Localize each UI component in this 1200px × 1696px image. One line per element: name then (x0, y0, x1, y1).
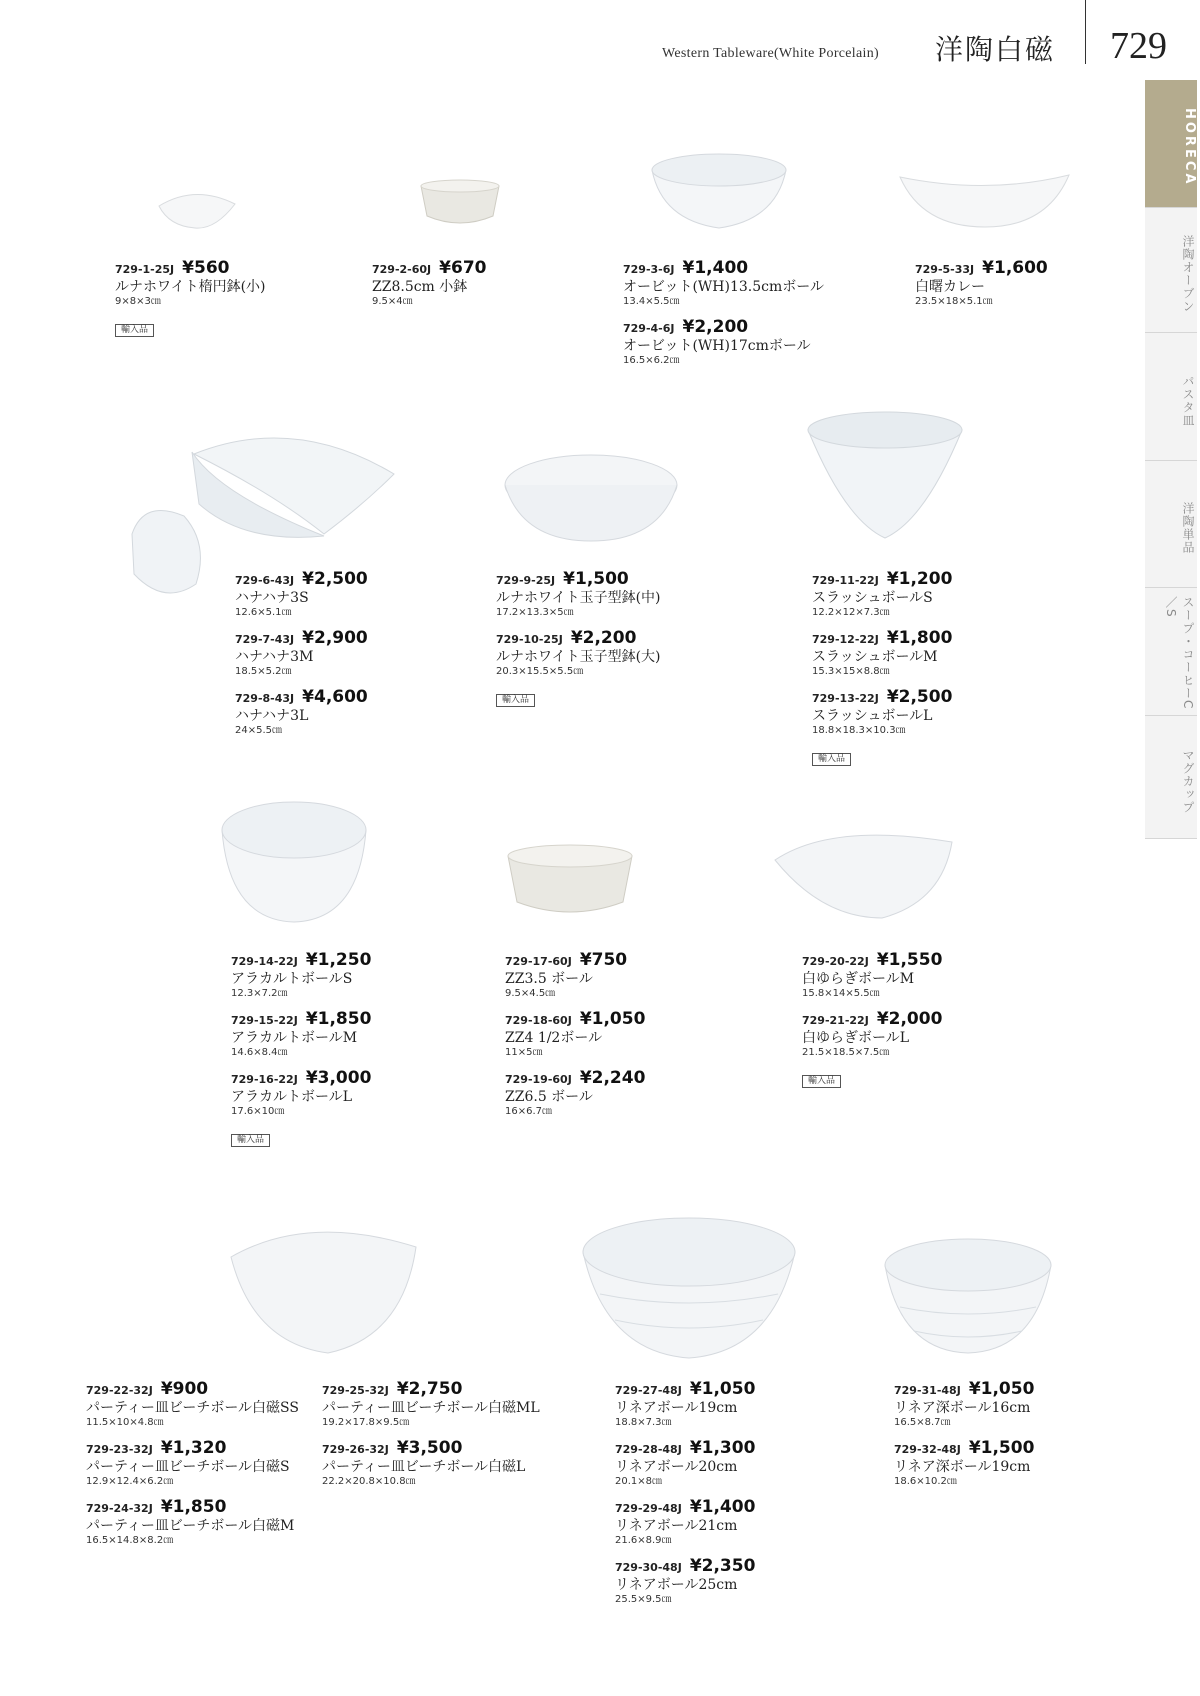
product-code-price (505, 952, 645, 969)
product-image-beach-bowl (228, 1217, 420, 1357)
product-code-price (615, 1381, 755, 1398)
product-image-linea-bowl (580, 1212, 798, 1362)
product-code: 729-14-22J (231, 955, 298, 968)
product-price: ¥3,000 (305, 1068, 372, 1088)
product-name: 白ゆらぎボールM (802, 971, 915, 987)
product-group-10 (802, 952, 942, 1088)
product-price: ¥2,350 (689, 1556, 756, 1576)
side-tab-bar (1145, 80, 1200, 839)
product-name: ルナホワイト玉子型鉢(大) (496, 649, 661, 665)
product-dimensions: 16×6.7㎝ (505, 1106, 553, 1117)
product-dimensions: 16.5×8.7㎝ (894, 1417, 951, 1428)
product-code-price (615, 1440, 755, 1457)
imported-badge: 輸入品 (115, 324, 154, 337)
product-code: 729-18-60J (505, 1014, 572, 1027)
product-group-4 (915, 260, 1048, 319)
product-code: 729-23-32J (86, 1443, 153, 1456)
product-group-8 (231, 952, 371, 1147)
product-code-price (894, 1381, 1034, 1398)
product-group-13 (615, 1381, 755, 1617)
product-code: 729-20-22J (802, 955, 869, 968)
product-name: パーティー皿ビーチボール白磁M (86, 1518, 295, 1534)
product-dimensions: 20.3×15.5×5.5㎝ (496, 666, 584, 677)
product-dimensions: 19.2×17.8×9.5㎝ (322, 1417, 410, 1428)
product-code-price (231, 1070, 371, 1087)
product-code: 729-12-22J (812, 633, 879, 646)
product-price: ¥2,200 (570, 628, 637, 648)
product-price: ¥2,240 (579, 1068, 646, 1088)
product-code-price (86, 1381, 299, 1398)
product-name: スラッシュボールL (812, 708, 933, 724)
product-group-1 (115, 260, 266, 337)
product-price: ¥1,600 (982, 258, 1048, 278)
product-price: ¥750 (579, 950, 628, 970)
product-code-price (235, 689, 368, 706)
product-price: ¥900 (160, 1379, 209, 1399)
product-code: 729-25-32J (322, 1384, 389, 1397)
product-price: ¥2,000 (876, 1009, 943, 1029)
product-code-price (623, 319, 824, 336)
product-name: パーティー皿ビーチボール白磁ML (322, 1400, 540, 1416)
product-image-oval-bowl-small (155, 190, 240, 230)
product-code-price (812, 571, 952, 588)
product-code-price (615, 1558, 755, 1575)
tab-soup-coffee[interactable]: スープ・コーヒーC／S (1145, 588, 1197, 716)
product-price: ¥1,050 (579, 1009, 646, 1029)
product-name: オービット(WH)17cmボール (623, 338, 811, 354)
product-name: リネアボール19cm (615, 1400, 738, 1416)
product-dimensions: 9.5×4.5㎝ (505, 988, 556, 999)
product-dimensions: 18.8×7.3㎝ (615, 1417, 672, 1428)
product-code-price (802, 952, 942, 969)
product-code-price (802, 1011, 942, 1028)
product-group-9 (505, 952, 645, 1129)
product-code: 729-19-60J (505, 1073, 572, 1086)
product-image-alacarte-bowl (219, 800, 369, 925)
product-group-7 (812, 571, 952, 766)
section-title-en: Western Tableware(White Porcelain) (662, 46, 879, 61)
product-code-price (496, 571, 661, 588)
product-group-5 (235, 571, 368, 748)
product-name: 白ゆらぎボールL (802, 1030, 910, 1046)
product-code-price (372, 260, 486, 277)
product-price: ¥1,250 (305, 950, 372, 970)
product-price: ¥2,200 (682, 317, 749, 337)
product-dimensions: 21.6×8.9㎝ (615, 1535, 672, 1546)
product-dimensions: 18.6×10.2㎝ (894, 1476, 957, 1487)
product-dimensions: 18.5×5.2㎝ (235, 666, 292, 677)
product-name: ZZ6.5 ボール (505, 1089, 593, 1105)
product-price: ¥1,300 (689, 1438, 756, 1458)
product-name: アラカルトボールM (231, 1030, 358, 1046)
tab-horeca[interactable]: HORECA (1145, 80, 1197, 208)
product-image-yuragi-bowl (772, 822, 957, 922)
tab-single-items[interactable]: 洋陶単品 (1145, 461, 1197, 588)
product-name: パーティー皿ビーチボール白磁L (322, 1459, 526, 1475)
product-code-price (231, 952, 371, 969)
product-dimensions: 12.2×12×7.3㎝ (812, 607, 890, 618)
product-code-price (235, 630, 368, 647)
product-dimensions: 12.3×7.2㎝ (231, 988, 288, 999)
product-name: パーティー皿ビーチボール白磁SS (86, 1400, 299, 1416)
product-name: ルナホワイト楕円鉢(小) (115, 279, 266, 295)
product-dimensions: 9.5×4㎝ (372, 296, 413, 307)
product-price: ¥1,400 (682, 258, 749, 278)
product-code: 729-28-48J (615, 1443, 682, 1456)
product-price: ¥4,600 (302, 687, 368, 707)
product-name: オービット(WH)13.5cmボール (623, 279, 824, 295)
product-code: 729-5-33J (915, 263, 975, 276)
product-dimensions: 21.5×18.5×7.5㎝ (802, 1047, 890, 1058)
product-name: ルナホワイト玉子型鉢(中) (496, 590, 661, 606)
product-dimensions: 15.3×15×8.8㎝ (812, 666, 890, 677)
imported-badge: 輸入品 (231, 1134, 270, 1147)
imported-badge: 輸入品 (496, 694, 535, 707)
header-divider (1085, 0, 1086, 64)
product-code: 729-9-25J (496, 574, 556, 587)
product-name: アラカルトボールS (231, 971, 353, 987)
page-number: 729 (1110, 25, 1167, 67)
product-name: ハナハナ3S (235, 590, 309, 606)
product-code-price (231, 1011, 371, 1028)
product-code: 729-26-32J (322, 1443, 389, 1456)
product-name: ハナハナ3L (235, 708, 309, 724)
product-price: ¥1,850 (160, 1497, 227, 1517)
product-code: 729-1-25J (115, 263, 175, 276)
product-dimensions: 16.5×14.8×8.2㎝ (86, 1535, 174, 1546)
product-code-price (505, 1070, 645, 1087)
product-code: 729-31-48J (894, 1384, 961, 1397)
product-price: ¥1,500 (563, 569, 629, 589)
product-code: 729-6-43J (235, 574, 295, 587)
product-image-orbit-bowl (648, 150, 790, 230)
product-price: ¥2,900 (302, 628, 368, 648)
product-code-price (115, 260, 266, 277)
product-code: 729-15-22J (231, 1014, 298, 1027)
product-group-2 (372, 260, 486, 319)
product-dimensions: 9×8×3㎝ (115, 296, 161, 307)
product-name: ZZ4 1/2ボール (505, 1030, 603, 1046)
product-code: 729-13-22J (812, 692, 879, 705)
product-price: ¥1,800 (886, 628, 953, 648)
product-image-linea-deep-bowl (882, 1235, 1054, 1355)
product-code: 729-30-48J (615, 1561, 682, 1574)
product-price: ¥2,500 (302, 569, 368, 589)
product-group-6 (496, 571, 661, 707)
product-group-3 (623, 260, 824, 378)
product-group-12 (322, 1381, 540, 1499)
product-image-slash-bowl (805, 410, 965, 540)
product-name: リネア深ボール16cm (894, 1400, 1031, 1416)
product-price: ¥560 (182, 258, 230, 278)
product-dimensions: 11×5㎝ (505, 1047, 543, 1058)
product-dimensions: 12.9×12.4×6.2㎝ (86, 1476, 174, 1487)
product-price: ¥1,850 (305, 1009, 372, 1029)
product-price: ¥3,500 (396, 1438, 463, 1458)
product-code: 729-8-43J (235, 692, 295, 705)
product-code-price (623, 260, 824, 277)
tab-pasta-plate[interactable]: パスタ皿 (1145, 333, 1197, 461)
product-code: 729-2-60J (372, 263, 432, 276)
product-code-price (505, 1011, 645, 1028)
product-name: アラカルトボールL (231, 1089, 353, 1105)
product-dimensions: 13.4×5.5㎝ (623, 296, 680, 307)
product-dimensions: 12.6×5.1㎝ (235, 607, 292, 618)
product-name: ZZ3.5 ボール (505, 971, 593, 987)
product-price: ¥1,050 (689, 1379, 756, 1399)
product-price: ¥2,750 (396, 1379, 463, 1399)
product-code: 729-17-60J (505, 955, 572, 968)
product-code-price (812, 630, 952, 647)
product-dimensions: 22.2×20.8×10.8㎝ (322, 1476, 416, 1487)
product-code-price (235, 571, 368, 588)
product-image-curry-plate (897, 165, 1072, 230)
product-dimensions: 11.5×10×4.8㎝ (86, 1417, 164, 1428)
product-code-price (86, 1440, 299, 1457)
product-name: スラッシュボールS (812, 590, 933, 606)
product-name: ZZ8.5cm 小鉢 (372, 279, 468, 295)
product-code: 729-22-32J (86, 1384, 153, 1397)
section-title-jp: 洋陶白磁 (935, 33, 1056, 66)
product-dimensions: 14.6×8.4㎝ (231, 1047, 288, 1058)
product-code: 729-29-48J (615, 1502, 682, 1515)
product-image-zz-bowl (505, 842, 635, 920)
product-dimensions: 17.6×10㎝ (231, 1106, 285, 1117)
product-code-price (322, 1381, 540, 1398)
product-code-price (86, 1499, 299, 1516)
product-price: ¥1,500 (968, 1438, 1035, 1458)
product-code-price (615, 1499, 755, 1516)
product-name: リネアボール25cm (615, 1577, 738, 1593)
product-name: リネアボール21cm (615, 1518, 738, 1534)
product-code: 729-24-32J (86, 1502, 153, 1515)
product-dimensions: 23.5×18×5.1㎝ (915, 296, 993, 307)
product-name: 白曙カレー (915, 279, 985, 295)
product-dimensions: 15.8×14×5.5㎝ (802, 988, 880, 999)
product-dimensions: 24×5.5㎝ (235, 725, 283, 736)
product-code: 729-10-25J (496, 633, 563, 646)
product-price: ¥1,320 (160, 1438, 227, 1458)
product-code-price (915, 260, 1048, 277)
imported-badge: 輸入品 (802, 1075, 841, 1088)
product-image-egg-bowl (502, 453, 680, 543)
product-code-price (322, 1440, 540, 1457)
product-price: ¥670 (439, 258, 487, 278)
product-code: 729-16-22J (231, 1073, 298, 1086)
product-group-11 (86, 1381, 299, 1558)
product-dimensions: 20.1×8㎝ (615, 1476, 663, 1487)
product-price: ¥1,050 (968, 1379, 1035, 1399)
product-code: 729-11-22J (812, 574, 879, 587)
product-code: 729-7-43J (235, 633, 295, 646)
product-image-zz-small-bowl (418, 178, 502, 228)
product-dimensions: 16.5×6.2㎝ (623, 355, 680, 366)
tab-oven[interactable]: 洋陶オーブン (1145, 208, 1197, 333)
product-name: ハナハナ3M (235, 649, 314, 665)
tab-mug[interactable]: マグカップ (1145, 716, 1197, 839)
product-price: ¥2,500 (886, 687, 953, 707)
product-code-price (894, 1440, 1034, 1457)
product-code-price (812, 689, 952, 706)
product-name: リネアボール20cm (615, 1459, 738, 1475)
product-price: ¥1,200 (886, 569, 953, 589)
product-code: 729-3-6J (623, 263, 675, 276)
product-code: 729-21-22J (802, 1014, 869, 1027)
product-price: ¥1,550 (876, 950, 943, 970)
product-price: ¥1,400 (689, 1497, 756, 1517)
product-dimensions: 25.5×9.5㎝ (615, 1594, 672, 1605)
product-dimensions: 18.8×18.3×10.3㎝ (812, 725, 906, 736)
product-code: 729-32-48J (894, 1443, 961, 1456)
imported-badge: 輸入品 (812, 753, 851, 766)
product-dimensions: 17.2×13.3×5㎝ (496, 607, 574, 618)
product-group-14 (894, 1381, 1034, 1499)
product-name: リネア深ボール19cm (894, 1459, 1031, 1475)
product-name: スラッシュボールM (812, 649, 938, 665)
product-code: 729-4-6J (623, 322, 675, 335)
product-name: パーティー皿ビーチボール白磁S (86, 1459, 290, 1475)
product-code: 729-27-48J (615, 1384, 682, 1397)
product-code-price (496, 630, 661, 647)
